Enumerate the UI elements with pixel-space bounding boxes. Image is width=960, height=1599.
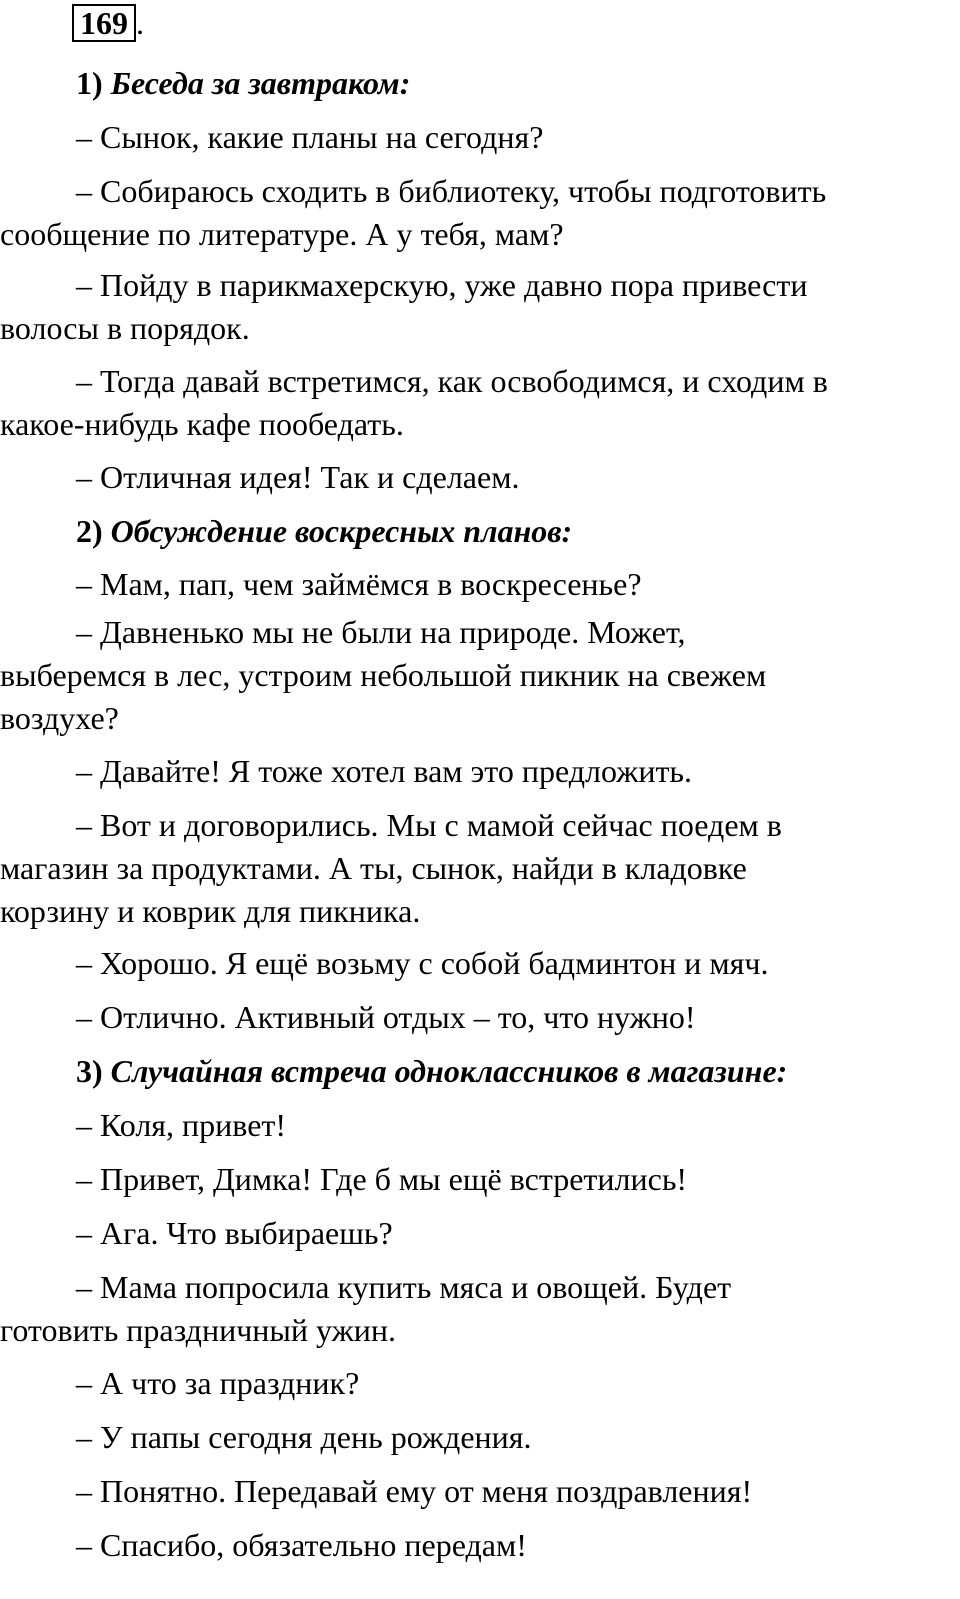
dialogue-line: – Ага. Что выбираешь?	[76, 1215, 393, 1251]
dialogue-line: – Привет, Димка! Где б мы ещё встретились!	[76, 1161, 688, 1197]
dialogue-line: – Коля, привет!	[76, 1107, 287, 1143]
dialogue-line: – Мам, пап, чем займёмся в воскресенье?	[76, 566, 642, 602]
dialogue-line: – Отличная идея! Так и сделаем.	[76, 459, 520, 495]
dialogue-line: – Пойду в парикмахерскую, уже давно пора привести волосы в порядок.	[0, 267, 808, 346]
dialogue-line: – Давненько мы не были на природе. Может, выберемся в лес, устроим небольшой пикник на свежем воздухе?	[0, 614, 767, 736]
section-1-title: Беседа за завтраком:	[110, 65, 411, 101]
exercise-number-dot: .	[136, 5, 144, 41]
exercise-number-box: 169	[72, 4, 136, 42]
exercise-number	[72, 4, 144, 42]
dialogue-line: – Вот и договорились. Мы с мамой сейчас поедем в магазин за продуктами. А ты, сынок, найди в кладовке корзину и коврик для пикника.	[0, 807, 782, 929]
dialogue-line: – У папы сегодня день рождения.	[76, 1419, 532, 1455]
dialogue-line: – Сынок, какие планы на сегодня?	[76, 119, 544, 155]
section-3-number: 3)	[76, 1053, 103, 1089]
dialogue-line: – Понятно. Передавай ему от меня поздравления!	[76, 1473, 753, 1509]
section-3-heading	[0, 1050, 960, 1093]
dialogue-line: – Собираюсь сходить в библиотеку, чтобы подготовить сообщение по литературе. А у тебя, мам?	[0, 173, 827, 252]
dialogue-line: – Мама попросила купить мяса и овощей. Будет готовить праздничный ужин.	[0, 1269, 732, 1348]
section-1-heading	[0, 62, 960, 105]
dialogue-line: – Хорошо. Я ещё возьму с собой бадминтон и мяч.	[76, 945, 769, 981]
dialogue-line: – А что за праздник?	[76, 1365, 360, 1401]
section-3-title: Случайная встреча одноклассников в магазине:	[110, 1053, 788, 1089]
section-1-number: 1)	[76, 65, 103, 101]
dialogue-line: – Спасибо, обязательно передам!	[76, 1527, 527, 1563]
section-2-heading	[0, 510, 960, 553]
dialogue-line: – Тогда давай встретимся, как освободимся, и сходим в какое-нибудь кафе пообедать.	[0, 363, 828, 442]
section-2-number: 2)	[76, 513, 103, 549]
section-2-title: Обсуждение воскресных планов:	[110, 513, 573, 549]
dialogue-line: – Давайте! Я тоже хотел вам это предложить.	[76, 753, 693, 789]
dialogue-line: – Отлично. Активный отдых – то, что нужно!	[76, 999, 696, 1035]
